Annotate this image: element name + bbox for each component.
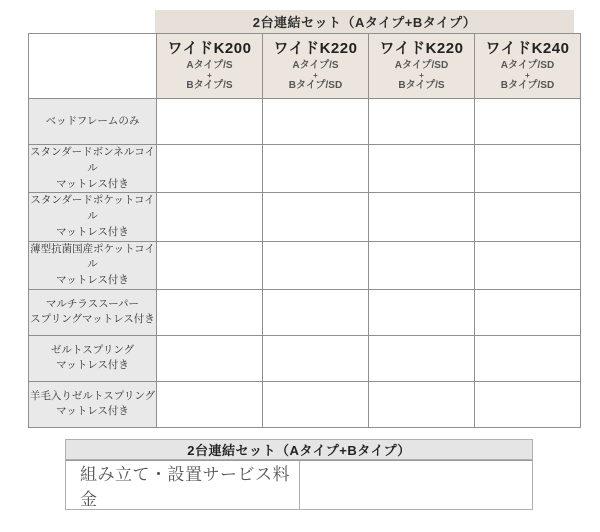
assembly-service-label: 組み立て・設置サービス料金	[66, 461, 300, 509]
table-row-bed-frame-only	[29, 99, 581, 145]
price-cell	[475, 335, 581, 381]
price-cell	[475, 289, 581, 335]
price-cell	[263, 335, 369, 381]
assembly-service-header	[65, 439, 533, 460]
price-cell	[475, 193, 581, 241]
row-header	[29, 289, 157, 335]
column-header-widek220-a	[263, 34, 369, 99]
column-type-a: Aタイプ/SD	[394, 59, 449, 71]
price-cell	[475, 99, 581, 145]
row-label-line1: ベッドフレームのみ	[45, 114, 140, 127]
table-row-pocket-coil	[29, 193, 581, 241]
column-type-b: Bタイプ/SD	[500, 79, 555, 91]
price-cell	[157, 193, 263, 241]
price-cell	[369, 99, 475, 145]
price-cell	[263, 381, 369, 427]
price-cell	[369, 193, 475, 241]
column-size-label: ワイドK220	[273, 39, 358, 57]
price-cell	[475, 145, 581, 193]
row-label-line1: マルチラススーパー	[45, 297, 140, 310]
row-label-line1: スタンダードボンネルコイル	[30, 146, 155, 174]
price-cell	[263, 99, 369, 145]
row-label-line2: マットレス付き	[56, 274, 129, 286]
column-type-a: Aタイプ/SD	[500, 59, 555, 71]
row-label-line1: スタンダードポケットコイル	[30, 194, 155, 222]
row-label-line1: 羊毛入りゼルトスプリング	[29, 389, 156, 402]
price-cell	[157, 145, 263, 193]
column-size-label: ワイドK240	[485, 39, 570, 57]
row-label-line1: 薄型抗菌国産ポケットコイル	[30, 242, 155, 271]
table-row-wool-zelt-spring	[29, 381, 581, 427]
row-header	[29, 241, 157, 289]
set-banner	[155, 10, 574, 33]
price-cell	[263, 289, 369, 335]
price-cell	[157, 335, 263, 381]
price-cell	[263, 241, 369, 289]
set-banner-label: 2台連結セット（Aタイプ+Bタイプ）	[252, 15, 477, 30]
row-label-line2: マットレス付き	[56, 177, 129, 190]
table-row-multi-lass-super-spring	[29, 289, 581, 335]
plus-sign: +	[207, 71, 212, 81]
table-row-bonnell-coil	[29, 145, 581, 193]
table-row-zelt-spring	[29, 335, 581, 381]
price-cell	[263, 145, 369, 193]
price-cell	[475, 241, 581, 289]
price-table	[28, 33, 581, 428]
price-cell	[369, 335, 475, 381]
column-type-a: Aタイプ/S	[292, 59, 339, 71]
price-cell	[263, 193, 369, 241]
row-header	[29, 335, 157, 381]
price-cell	[157, 99, 263, 145]
price-cell	[369, 381, 475, 427]
column-type-b: Bタイプ/S	[398, 79, 445, 91]
column-header-widek240	[475, 34, 581, 99]
plus-sign: +	[313, 71, 318, 81]
column-size-label: ワイドK200	[167, 39, 252, 57]
price-cell	[369, 289, 475, 335]
row-header	[29, 145, 157, 193]
column-header-widek220-b	[369, 34, 475, 99]
price-cell	[157, 289, 263, 335]
row-label-line2: マットレス付き	[56, 405, 129, 418]
plus-sign: +	[419, 71, 424, 81]
price-cell	[157, 381, 263, 427]
column-header-row	[29, 34, 581, 99]
column-type-b: Bタイプ/S	[186, 79, 233, 91]
row-label-line2: マットレス付き	[56, 225, 129, 238]
row-label-line2: スプリングマットレス付き	[30, 313, 155, 326]
price-cell	[157, 241, 263, 289]
row-label-line1: ゼルトスプリング	[50, 343, 135, 356]
table-row-thin-antibacterial-pocket-coil	[29, 241, 581, 289]
column-size-label: ワイドK220	[379, 39, 464, 57]
price-cell	[369, 241, 475, 289]
price-cell	[369, 145, 475, 193]
column-type-b: Bタイプ/SD	[288, 79, 343, 91]
column-type-a: Aタイプ/S	[186, 59, 233, 71]
assembly-service-row	[65, 460, 533, 510]
column-header-widek200	[157, 34, 263, 99]
plus-sign: +	[525, 71, 530, 81]
row-header	[29, 99, 157, 145]
price-cell	[475, 381, 581, 427]
row-header	[29, 381, 157, 427]
assembly-service-value	[300, 461, 532, 509]
row-header	[29, 193, 157, 241]
row-label-line2: マットレス付き	[56, 359, 129, 372]
corner-cell	[29, 34, 157, 99]
assembly-service-header-label: 2台連結セット（Aタイプ+Bタイプ）	[187, 443, 411, 458]
assembly-service-table	[65, 439, 533, 510]
